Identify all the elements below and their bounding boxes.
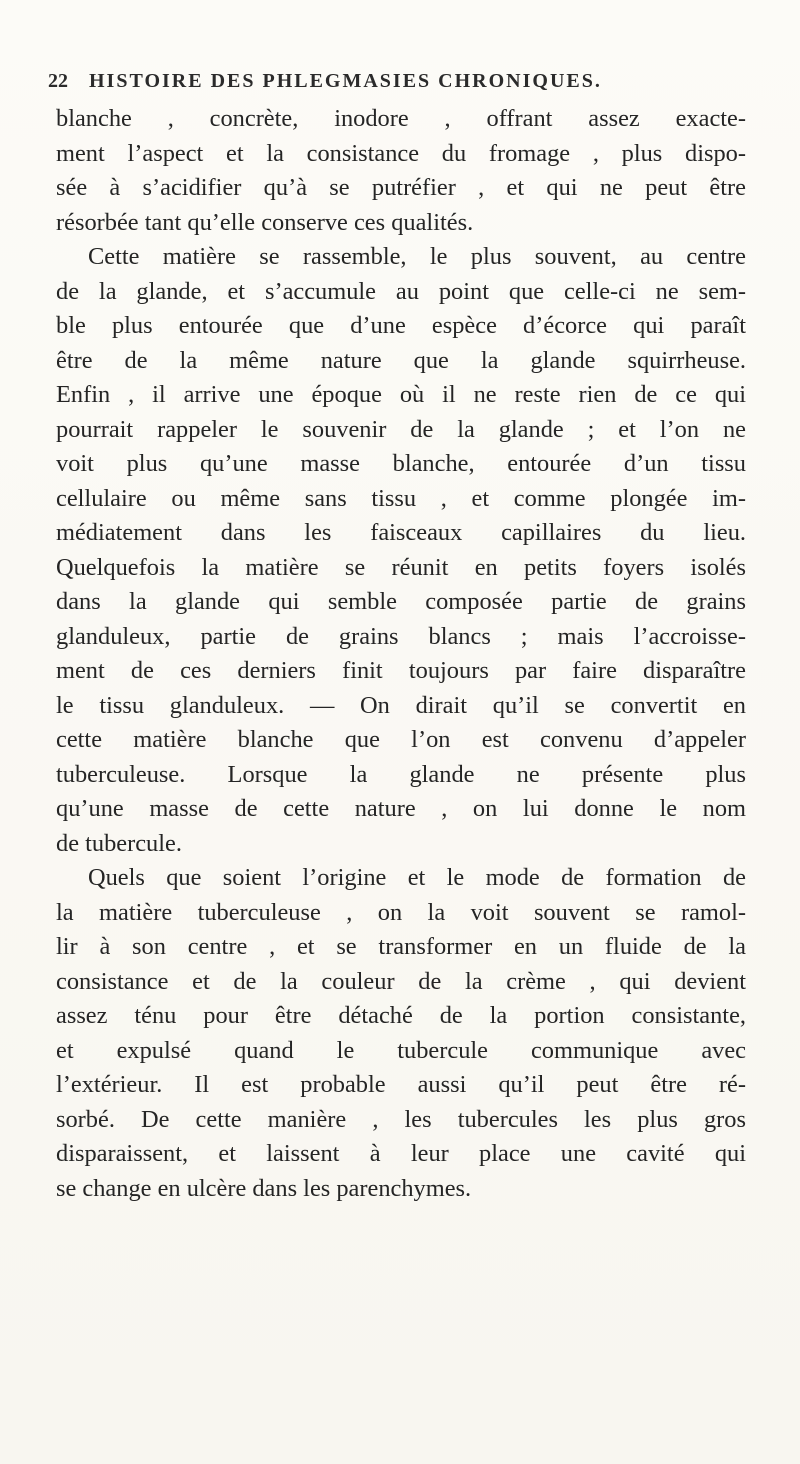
- paragraph-3: [56, 861, 746, 1206]
- text-line: consistance et de la couleur de la crème , qui devient: [56, 967, 746, 995]
- text-line: pourrait rappeler le souvenir de la glande ; et l’on ne: [56, 415, 746, 443]
- text-line: être de la même nature que la glande squirrheuse.: [56, 346, 746, 374]
- text-line: blanche , concrète, inodore , offrant assez exacte-: [56, 105, 746, 132]
- text-line: assez ténu pour être détaché de la portion consistante,: [56, 1002, 746, 1029]
- text-line: de la glande, et s’accumule au point que celle-ci ne sem-: [56, 277, 746, 305]
- text-line: résorbée tant qu’elle conserve ces qualités.: [56, 208, 474, 236]
- text-line: ble plus entourée que d’une espèce d’écorce qui paraît: [56, 312, 746, 339]
- text-line: disparaissent, et laissent à leur place une cavité qui: [56, 1140, 746, 1167]
- text-line: glanduleux, partie de grains blancs ; mais l’accroisse-: [56, 622, 746, 650]
- text-line: cellulaire ou même sans tissu , et comme plongée im-: [56, 484, 746, 512]
- text-line: sée à s’acidifier qu’à se putréfier , et qui ne peut être: [56, 174, 746, 201]
- paragraph-1: [56, 102, 746, 240]
- text-line: Quelquefois la matière se réunit en petits foyers isolés: [56, 553, 746, 581]
- text-line: Cette matière se rassemble, le plus souvent, au centre: [88, 243, 746, 270]
- body-text: [56, 102, 746, 1206]
- text-line: tuberculeuse. Lorsque la glande ne présente plus: [56, 760, 746, 788]
- text-line: ment l’aspect et la consistance du fromage , plus dispo-: [56, 139, 746, 167]
- text-line: ment de ces derniers finit toujours par faire disparaître: [56, 657, 746, 684]
- page-number: 22: [48, 70, 68, 92]
- text-line: sorbé. De cette manière , les tubercules les plus gros: [56, 1105, 746, 1133]
- text-line: la matière tuberculeuse , on la voit souvent se ramol-: [56, 898, 746, 926]
- text-line: qu’une masse de cette nature , on lui donne le nom: [56, 795, 746, 822]
- running-header: [48, 70, 748, 93]
- running-title: HISTOIRE DES PHLEGMASIES CHRONIQUES.: [89, 70, 602, 92]
- text-line: le tissu glanduleux. — On dirait qu’il se convertit en: [56, 691, 746, 719]
- paragraph-2: [56, 240, 746, 861]
- text-line: Quels que soient l’origine et le mode de formation de: [88, 864, 746, 891]
- text-line: dans la glande qui semble composée partie de grains: [56, 588, 746, 615]
- text-line: lir à son centre , et se transformer en un fluide de la: [56, 933, 746, 960]
- text-line: se change en ulcère dans les parenchymes.: [56, 1174, 472, 1202]
- text-line: de tubercule.: [56, 829, 182, 857]
- text-line: médiatement dans les faisceaux capillaires du lieu.: [56, 519, 746, 546]
- text-line: l’extérieur. Il est probable aussi qu’il peut être ré-: [56, 1071, 746, 1098]
- text-line: Enfin , il arrive une époque où il ne reste rien de ce qui: [56, 381, 746, 408]
- text-line: et expulsé quand le tubercule communique avec: [56, 1036, 746, 1064]
- text-line: cette matière blanche que l’on est convenu d’appeler: [56, 726, 746, 753]
- text-line: voit plus qu’une masse blanche, entourée d’un tissu: [56, 450, 746, 477]
